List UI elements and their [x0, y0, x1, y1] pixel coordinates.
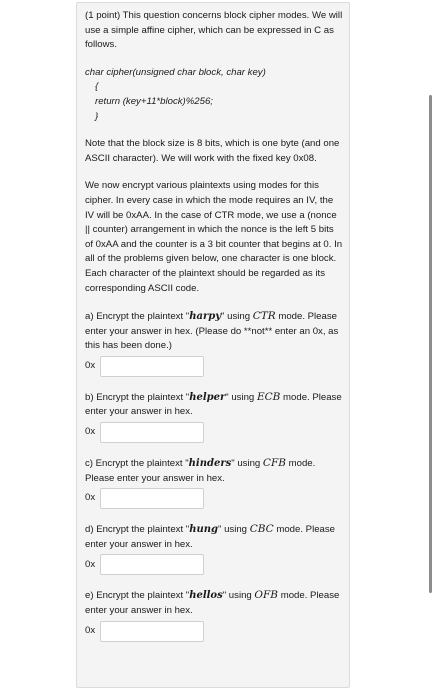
part-a-plaintext: harpy — [189, 311, 222, 323]
part-d-answer-row — [85, 554, 343, 575]
part-a-answer-row — [85, 356, 343, 377]
part-c-mode: CFB — [262, 457, 286, 470]
part-d-plaintext: hung — [189, 524, 219, 536]
part-c-hex-prefix: 0x — [85, 492, 96, 504]
part-a-suffix: mode. Please enter your answer in hex. (Please do **not** enter an 0x, as this has been done.) — [85, 311, 339, 352]
spacer — [85, 377, 343, 390]
part-e-middle: " using — [222, 590, 255, 602]
part-c-answer-row — [85, 488, 343, 509]
part-a-prompt — [85, 309, 343, 354]
part-a-prefix: a) Encrypt the plaintext " — [85, 311, 190, 323]
spacer — [85, 296, 343, 309]
part-d — [85, 522, 343, 575]
part-c-prompt — [85, 456, 343, 486]
part-c-plaintext: hinders — [188, 458, 232, 470]
part-b-answer-input[interactable] — [100, 422, 204, 443]
part-d-prompt — [85, 522, 343, 552]
part-e-prompt — [85, 588, 343, 618]
part-c-answer-input[interactable] — [100, 488, 204, 509]
part-b-middle: " using — [225, 391, 257, 403]
part-a-middle: " using — [221, 311, 253, 323]
code-line-open-brace: { — [95, 81, 99, 93]
part-b-answer-row — [85, 422, 343, 443]
spacer — [85, 53, 343, 66]
spacer — [85, 166, 343, 179]
part-e — [85, 588, 343, 641]
part-a-mode: CTR — [252, 310, 276, 323]
code-line-close-brace: } — [95, 110, 99, 122]
question-content — [85, 9, 343, 642]
part-e-prefix: e) Encrypt the plaintext " — [85, 590, 190, 602]
part-c-prefix: c) Encrypt the plaintext " — [85, 458, 189, 470]
part-d-mode: CBC — [249, 523, 274, 536]
code-block — [85, 66, 343, 124]
part-e-mode: OFB — [254, 589, 279, 602]
question-intro: (1 point) This question concerns block cipher modes. We will use a simple affine cipher, which can be expressed in C as follows. — [85, 10, 343, 51]
code-line-signature: char cipher(unsigned char block, char key) — [85, 66, 266, 78]
question-description: We now encrypt various plaintexts using modes for this cipher. In every case in which the mode requires an IV, the IV will be 0xAA. In the case of CTR mode, we use a (nonce || counter) arrangement in which the nonce is the left 5 bits of 0xAA and the counter is a 3 bit counter that begins at 0. In all of the problems given below, one character is one block. Each character of the plaintext should be regarded as its corresponding ASCII code. — [85, 180, 343, 294]
part-a-answer-input[interactable] — [100, 356, 204, 377]
code-line-return: return (key+11*block)%256; — [95, 95, 213, 107]
part-b-suffix: mode. Please enter your answer in hex. — [85, 391, 342, 418]
part-c — [85, 456, 343, 509]
part-e-answer-input[interactable] — [100, 621, 204, 642]
spacer — [85, 509, 343, 522]
part-e-hex-prefix: 0x — [85, 624, 96, 636]
part-c-suffix: mode. Please enter your answer in hex. — [85, 458, 316, 484]
spacer — [85, 575, 343, 588]
part-b-prefix: b) Encrypt the plaintext " — [85, 391, 190, 403]
spacer — [85, 124, 343, 137]
question-note: Note that the block size is 8 bits, which is one byte (and one ASCII character). We will work with the fixed key 0x08. — [85, 138, 340, 164]
part-c-middle: " using — [231, 458, 263, 470]
part-d-prefix: d) Encrypt the plaintext " — [85, 524, 190, 536]
spacer — [85, 443, 343, 456]
part-e-plaintext: hellos — [189, 590, 223, 602]
part-d-answer-input[interactable] — [100, 554, 204, 575]
part-b-prompt — [85, 390, 343, 420]
part-e-answer-row — [85, 621, 343, 642]
part-d-suffix: mode. Please enter your answer in hex. — [85, 524, 336, 550]
part-a — [85, 309, 343, 377]
part-b-hex-prefix: 0x — [85, 426, 96, 438]
part-a-hex-prefix: 0x — [85, 360, 96, 372]
part-d-hex-prefix: 0x — [85, 558, 96, 570]
part-d-middle: " using — [218, 524, 250, 536]
part-e-suffix: mode. Please enter your answer in hex. — [85, 590, 340, 617]
question-card — [76, 2, 350, 688]
part-b-plaintext: helper — [189, 391, 226, 403]
part-b-mode: ECB — [256, 390, 281, 403]
vertical-scrollbar[interactable] — [429, 95, 432, 593]
part-b — [85, 390, 343, 443]
